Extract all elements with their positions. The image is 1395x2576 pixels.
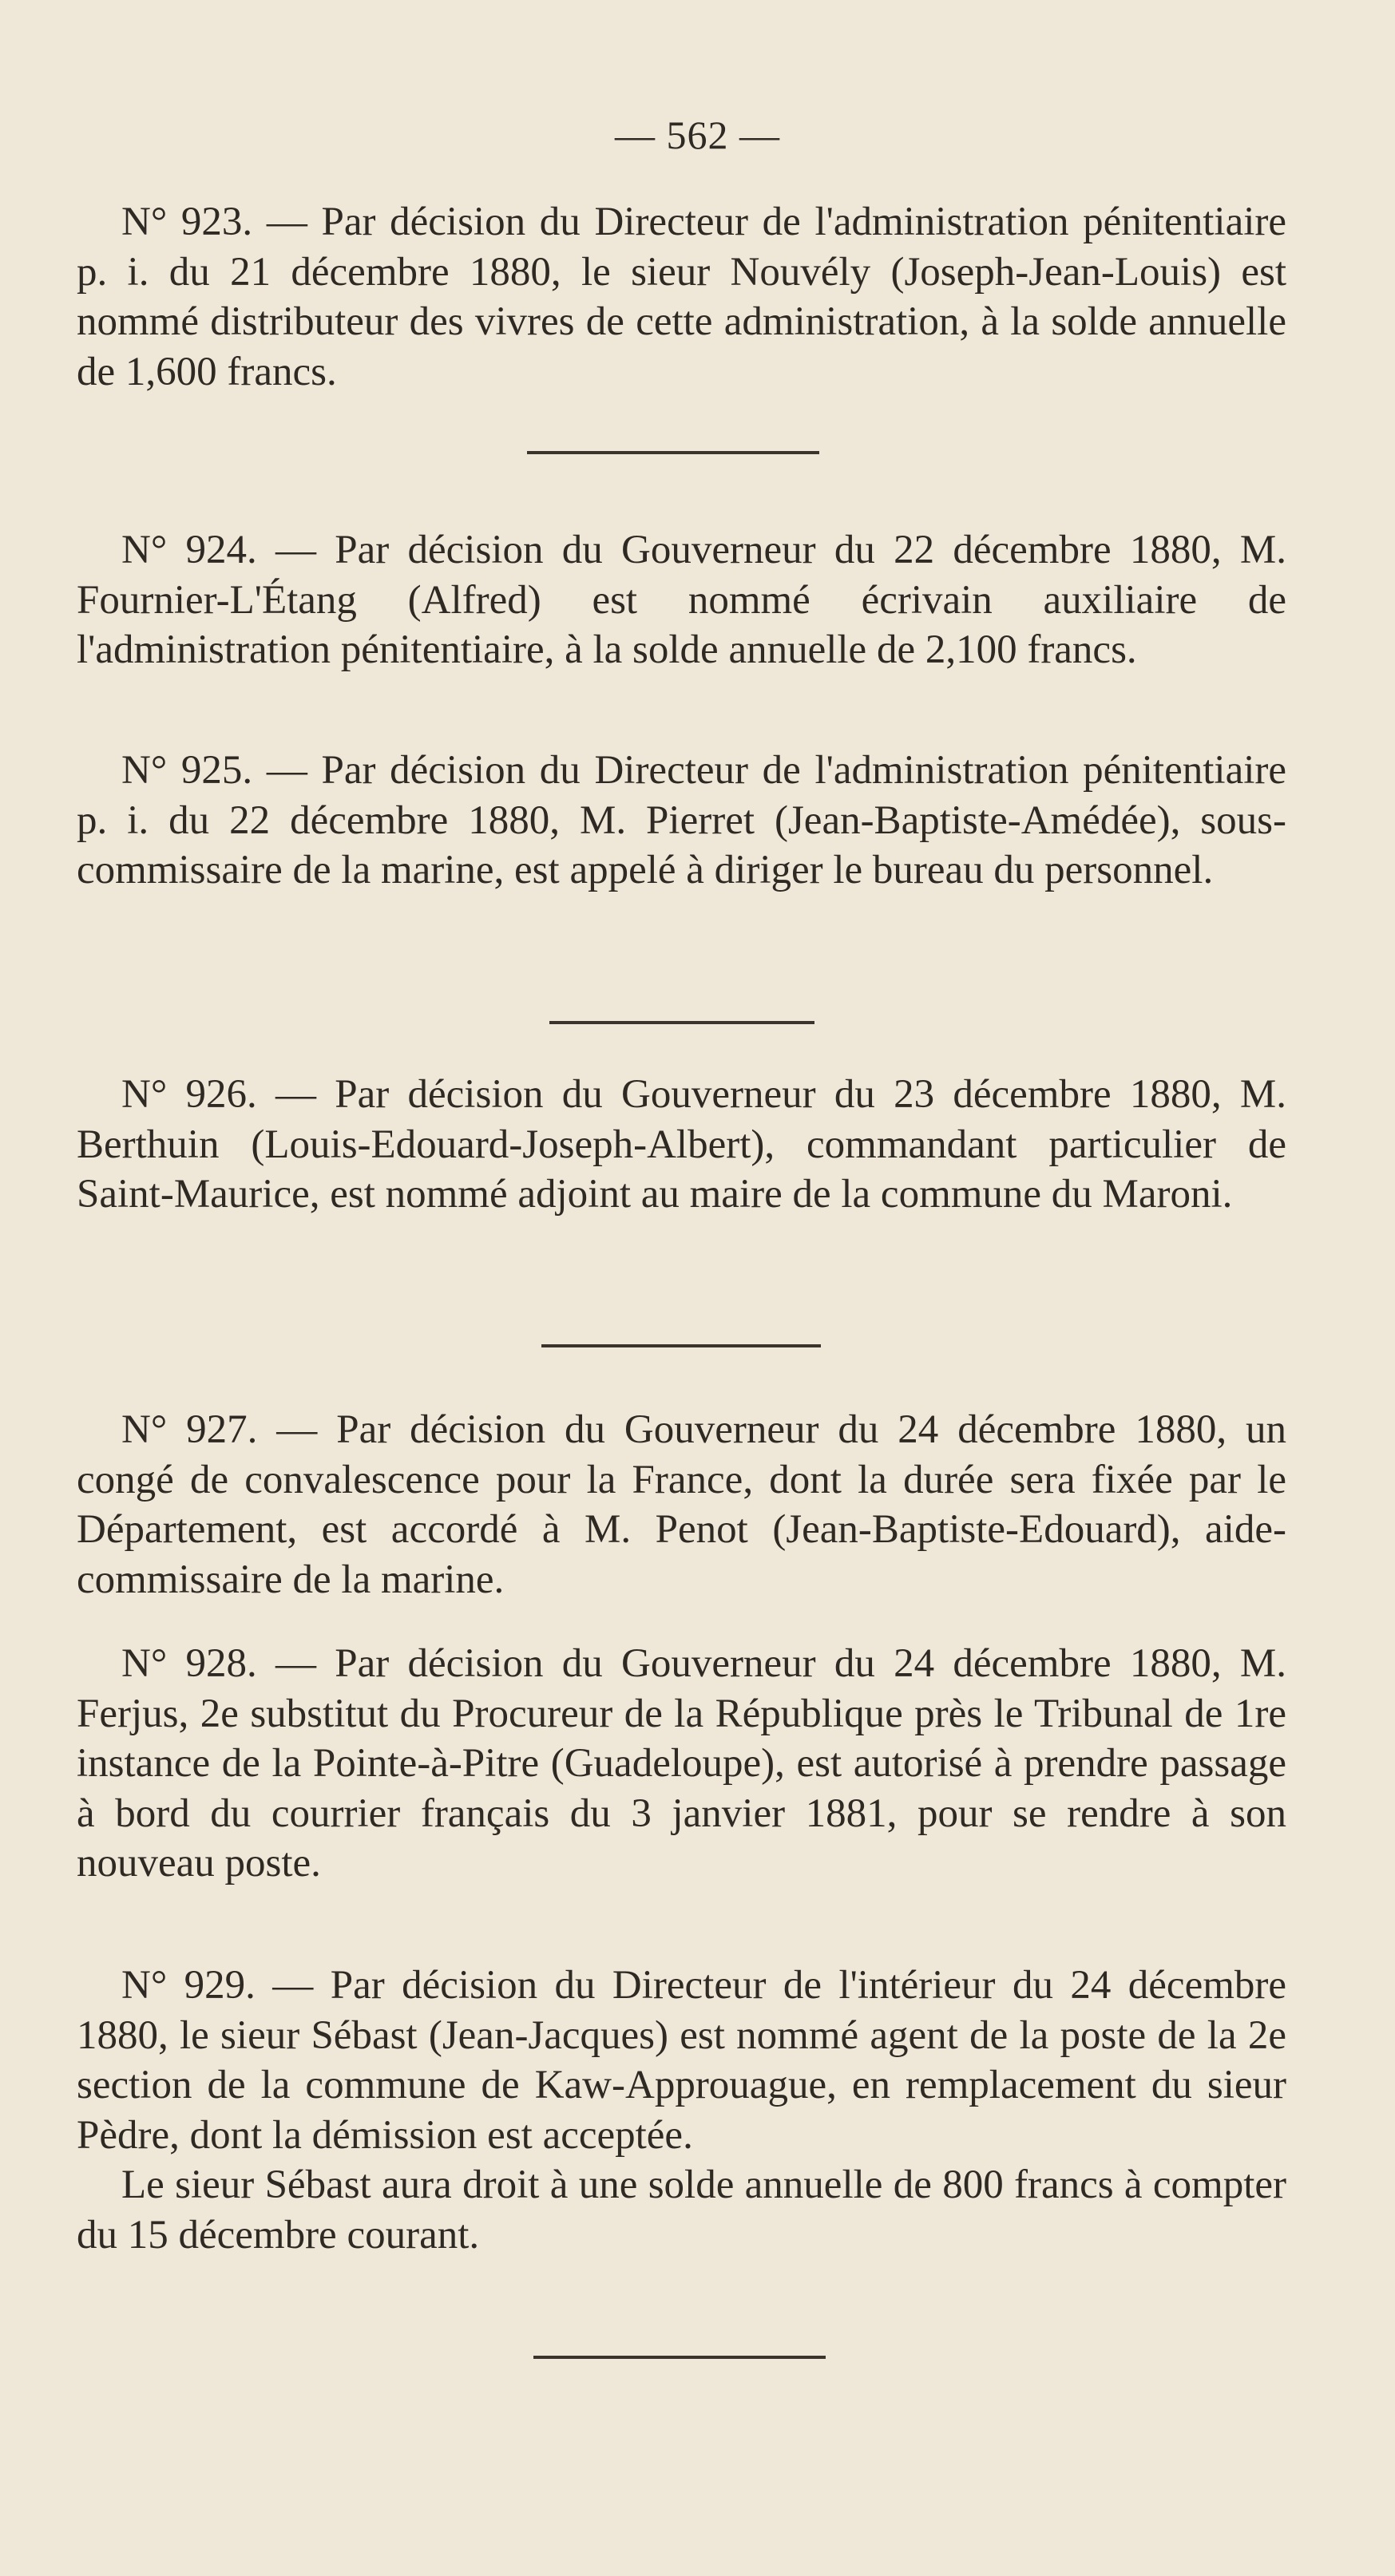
page-number: — 562 — bbox=[615, 113, 780, 157]
separator-rule bbox=[533, 2356, 826, 2359]
entry-text: N° 926. — Par décision du Gouverneur du 23 décembre 1880, M. Berthuin (Louis-Edouard-Joseph-Albert), commandant particulier de Saint-Maurice, est nommé adjoint au maire de la commune du Maroni. bbox=[77, 1072, 1286, 1217]
entry-continuation: Le sieur Sébast aura droit à une solde annuelle de 800 francs à compter du 15 décembre courant. bbox=[77, 2162, 1286, 2257]
separator-rule bbox=[527, 451, 819, 454]
decision-entry-926 bbox=[77, 1070, 1286, 1220]
entry-text: N° 923. — Par décision du Directeur de l'administration pénitentiaire p. i. du 21 décembre 1880, le sieur Nouvély (Joseph-Jean-Louis) est nommé distributeur des vivres de cette administration, à la solde annuelle de 1,600 francs. bbox=[77, 200, 1286, 394]
entry-text: N° 929. — Par décision du Directeur de l'intérieur du 24 décembre 1880, le sieur Sébast (Jean-Jacques) est nommé agent de la poste de la 2e section de la commune de Kaw-Approuague, en remplacement du sieur Pèdre, dont la démission est acceptée. bbox=[77, 1963, 1286, 2158]
entry-text: N° 928. — Par décision du Gouverneur du 24 décembre 1880, M. Ferjus, 2e substitut du Procureur de la République près le Tribunal de 1re instance de la Pointe-à-Pitre (Guadeloupe), est autorisé à prendre passage à bord du courrier français du 3 janvier 1881, pour se rendre à son nouveau poste. bbox=[77, 1641, 1286, 1886]
decision-entry-925 bbox=[77, 746, 1286, 896]
decision-entry-923 bbox=[77, 197, 1286, 397]
separator-rule bbox=[549, 1021, 814, 1024]
entry-text: N° 927. — Par décision du Gouverneur du 24 décembre 1880, un congé de convalescence pour la France, dont la durée sera fixée par le Département, est accordé à M. Penot (Jean-Baptiste-Edouard), aide-commissaire de la marine. bbox=[77, 1407, 1286, 1602]
decision-entry-929 bbox=[77, 1961, 1286, 2261]
separator-rule bbox=[541, 1344, 821, 1347]
decision-entry-928 bbox=[77, 1639, 1286, 1889]
entry-text: N° 924. — Par décision du Gouverneur du 22 décembre 1880, M. Fournier-L'Étang (Alfred) est nommé écrivain auxiliaire de l'administration pénitentiaire, à la solde annuelle de 2,100 francs. bbox=[77, 528, 1286, 673]
decision-entry-924 bbox=[77, 525, 1286, 675]
decision-entry-927 bbox=[77, 1405, 1286, 1605]
entry-text: N° 925. — Par décision du Directeur de l'administration pénitentiaire p. i. du 22 décembre 1880, M. Pierret (Jean-Baptiste-Amédée), sous-commissaire de la marine, est appelé à diriger le bureau du personnel. bbox=[77, 748, 1286, 893]
